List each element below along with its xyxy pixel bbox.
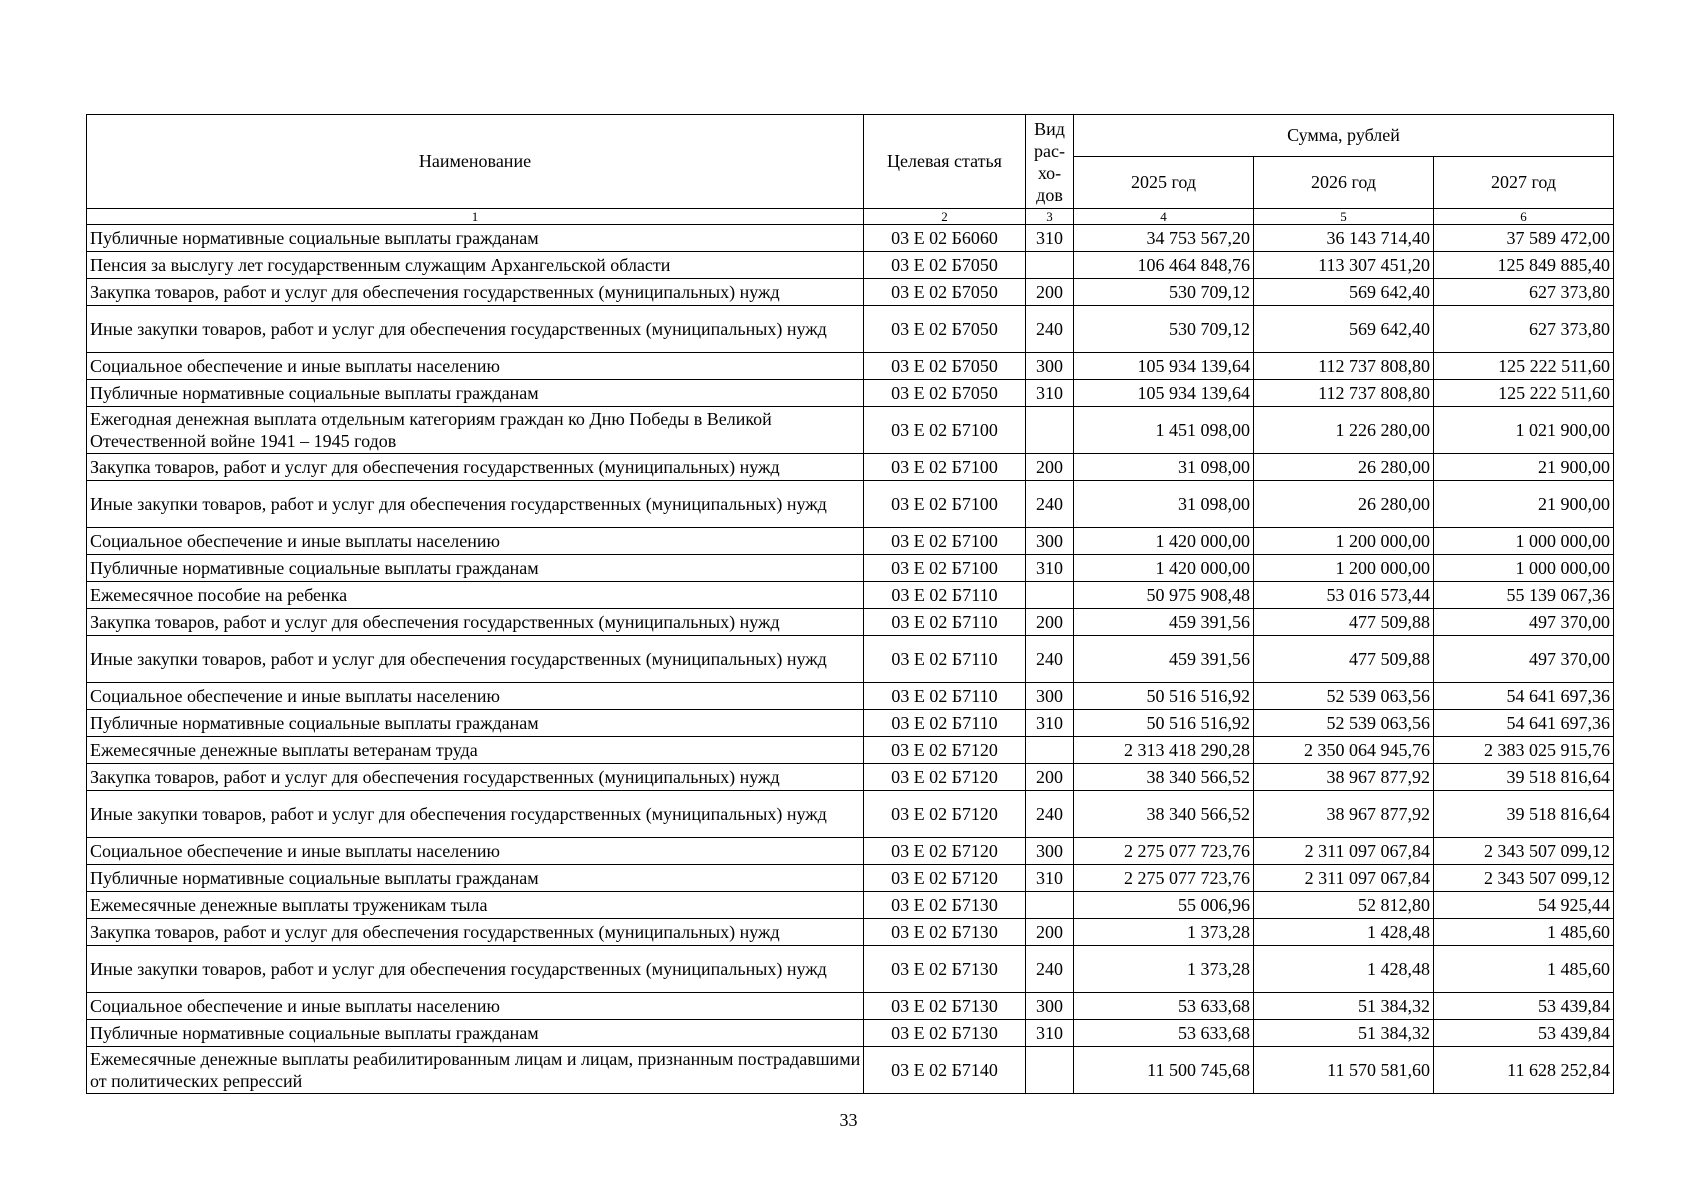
row-amount-2026: 52 812,80 (1254, 892, 1434, 919)
row-amount-2026: 569 642,40 (1254, 279, 1434, 306)
row-expense-type: 310 (1026, 865, 1074, 892)
row-name: Социальное обеспечение и иные выплаты населению (87, 838, 864, 865)
row-amount-2027: 39 518 816,64 (1434, 791, 1614, 838)
row-target-article: 03 Е 02 Б7130 (864, 919, 1026, 946)
row-name: Закупка товаров, работ и услуг для обеспечения государственных (муниципальных) нужд (87, 919, 864, 946)
row-amount-2027: 1 021 900,00 (1434, 407, 1614, 454)
row-name: Публичные нормативные социальные выплаты гражданам (87, 710, 864, 737)
row-expense-type: 240 (1026, 636, 1074, 683)
page-number: 33 (839, 1110, 858, 1130)
row-amount-2027: 53 439,84 (1434, 993, 1614, 1020)
row-amount-2026: 51 384,32 (1254, 1020, 1434, 1047)
row-expense-type (1026, 407, 1074, 454)
header-expense-type-line: дов (1036, 184, 1063, 205)
row-amount-2027: 125 849 885,40 (1434, 252, 1614, 279)
row-target-article: 03 Е 02 Б7130 (864, 993, 1026, 1020)
row-name: Ежегодная денежная выплата отдельным категориям граждан ко Дню Победы в Великой Отечественной войне 1941 – 1945 годов (87, 407, 864, 454)
row-amount-2027: 1 485,60 (1434, 919, 1614, 946)
row-expense-type (1026, 892, 1074, 919)
row-target-article: 03 Е 02 Б7110 (864, 609, 1026, 636)
row-amount-2025: 459 391,56 (1074, 636, 1254, 683)
header-year-2027: 2027 год (1434, 157, 1614, 209)
row-amount-2026: 26 280,00 (1254, 481, 1434, 528)
row-expense-type: 200 (1026, 919, 1074, 946)
header-name: Наименование (87, 115, 864, 209)
table-row (87, 791, 1614, 838)
row-amount-2027: 11 628 252,84 (1434, 1047, 1614, 1094)
column-number: 6 (1434, 209, 1614, 225)
column-number: 4 (1074, 209, 1254, 225)
table-row (87, 481, 1614, 528)
row-amount-2025: 50 516 516,92 (1074, 710, 1254, 737)
table-row (87, 865, 1614, 892)
row-target-article: 03 Е 02 Б7050 (864, 252, 1026, 279)
row-amount-2025: 53 633,68 (1074, 1020, 1254, 1047)
row-amount-2027: 497 370,00 (1434, 636, 1614, 683)
row-target-article: 03 Е 02 Б7120 (864, 791, 1026, 838)
row-expense-type: 310 (1026, 710, 1074, 737)
row-expense-type: 310 (1026, 1020, 1074, 1047)
row-amount-2027: 627 373,80 (1434, 306, 1614, 353)
row-expense-type: 310 (1026, 225, 1074, 252)
row-amount-2027: 2 343 507 099,12 (1434, 838, 1614, 865)
row-expense-type (1026, 1047, 1074, 1094)
header-year-2026: 2026 год (1254, 157, 1434, 209)
table-row (87, 454, 1614, 481)
header-sum: Сумма, рублей (1074, 115, 1614, 157)
row-amount-2027: 497 370,00 (1434, 609, 1614, 636)
row-name: Ежемесячные денежные выплаты ветеранам труда (87, 737, 864, 764)
row-target-article: 03 Е 02 Б7100 (864, 555, 1026, 582)
row-target-article: 03 Е 02 Б7110 (864, 683, 1026, 710)
table-body (87, 225, 1614, 1094)
row-amount-2025: 459 391,56 (1074, 609, 1254, 636)
row-name: Социальное обеспечение и иные выплаты населению (87, 353, 864, 380)
row-target-article: 03 Е 02 Б7130 (864, 1020, 1026, 1047)
row-name: Социальное обеспечение и иные выплаты населению (87, 993, 864, 1020)
row-expense-type: 310 (1026, 380, 1074, 407)
row-amount-2025: 31 098,00 (1074, 481, 1254, 528)
row-amount-2027: 54 925,44 (1434, 892, 1614, 919)
row-name: Закупка товаров, работ и услуг для обеспечения государственных (муниципальных) нужд (87, 279, 864, 306)
row-target-article: 03 Е 02 Б7100 (864, 481, 1026, 528)
row-expense-type: 240 (1026, 481, 1074, 528)
row-amount-2027: 53 439,84 (1434, 1020, 1614, 1047)
row-amount-2025: 31 098,00 (1074, 454, 1254, 481)
table-row (87, 946, 1614, 993)
row-name: Социальное обеспечение и иные выплаты населению (87, 683, 864, 710)
row-amount-2026: 36 143 714,40 (1254, 225, 1434, 252)
row-target-article: 03 Е 02 Б7130 (864, 946, 1026, 993)
row-target-article: 03 Е 02 Б7120 (864, 764, 1026, 791)
row-name: Закупка товаров, работ и услуг для обеспечения государственных (муниципальных) нужд (87, 764, 864, 791)
row-target-article: 03 Е 02 Б7100 (864, 407, 1026, 454)
table-row (87, 1020, 1614, 1047)
row-amount-2026: 1 226 280,00 (1254, 407, 1434, 454)
row-target-article: 03 Е 02 Б7050 (864, 279, 1026, 306)
row-name: Иные закупки товаров, работ и услуг для обеспечения государственных (муниципальных) нужд (87, 636, 864, 683)
row-amount-2026: 2 311 097 067,84 (1254, 838, 1434, 865)
row-amount-2025: 50 975 908,48 (1074, 582, 1254, 609)
row-amount-2026: 1 200 000,00 (1254, 555, 1434, 582)
row-amount-2026: 52 539 063,56 (1254, 683, 1434, 710)
budget-table (86, 114, 1614, 1094)
row-name: Публичные нормативные социальные выплаты гражданам (87, 865, 864, 892)
row-amount-2027: 37 589 472,00 (1434, 225, 1614, 252)
column-number: 2 (864, 209, 1026, 225)
row-amount-2026: 112 737 808,80 (1254, 353, 1434, 380)
table-row (87, 764, 1614, 791)
row-target-article: 03 Е 02 Б7100 (864, 454, 1026, 481)
row-amount-2025: 11 500 745,68 (1074, 1047, 1254, 1094)
row-target-article: 03 Е 02 Б7140 (864, 1047, 1026, 1094)
table-row (87, 407, 1614, 454)
row-name: Ежемесячное пособие на ребенка (87, 582, 864, 609)
row-target-article: 03 Е 02 Б6060 (864, 225, 1026, 252)
row-amount-2025: 530 709,12 (1074, 306, 1254, 353)
table-row (87, 838, 1614, 865)
header-expense-type-line: хо- (1037, 162, 1062, 183)
row-amount-2026: 2 311 097 067,84 (1254, 865, 1434, 892)
row-amount-2026: 11 570 581,60 (1254, 1047, 1434, 1094)
row-name: Иные закупки товаров, работ и услуг для обеспечения государственных (муниципальных) нужд (87, 946, 864, 993)
row-name: Социальное обеспечение и иные выплаты населению (87, 528, 864, 555)
row-name: Иные закупки товаров, работ и услуг для обеспечения государственных (муниципальных) нужд (87, 306, 864, 353)
row-amount-2025: 530 709,12 (1074, 279, 1254, 306)
table-row (87, 555, 1614, 582)
row-amount-2027: 125 222 511,60 (1434, 353, 1614, 380)
row-name: Публичные нормативные социальные выплаты гражданам (87, 1020, 864, 1047)
row-amount-2025: 55 006,96 (1074, 892, 1254, 919)
table-row (87, 306, 1614, 353)
row-amount-2026: 26 280,00 (1254, 454, 1434, 481)
row-target-article: 03 Е 02 Б7130 (864, 892, 1026, 919)
row-amount-2025: 53 633,68 (1074, 993, 1254, 1020)
row-expense-type: 300 (1026, 528, 1074, 555)
table-row (87, 993, 1614, 1020)
table-row (87, 225, 1614, 252)
row-target-article: 03 Е 02 Б7100 (864, 528, 1026, 555)
row-expense-type: 200 (1026, 279, 1074, 306)
row-amount-2026: 1 428,48 (1254, 946, 1434, 993)
row-amount-2027: 54 641 697,36 (1434, 683, 1614, 710)
table-header (87, 115, 1614, 225)
row-amount-2025: 50 516 516,92 (1074, 683, 1254, 710)
row-amount-2027: 1 485,60 (1434, 946, 1614, 993)
row-expense-type (1026, 737, 1074, 764)
row-amount-2026: 2 350 064 945,76 (1254, 737, 1434, 764)
row-amount-2026: 112 737 808,80 (1254, 380, 1434, 407)
table-row (87, 737, 1614, 764)
row-name: Иные закупки товаров, работ и услуг для обеспечения государственных (муниципальных) нужд (87, 481, 864, 528)
header-year-2025: 2025 год (1074, 157, 1254, 209)
row-amount-2027: 55 139 067,36 (1434, 582, 1614, 609)
row-expense-type: 300 (1026, 993, 1074, 1020)
table-row (87, 710, 1614, 737)
table-row (87, 528, 1614, 555)
table-row (87, 892, 1614, 919)
row-target-article: 03 Е 02 Б7110 (864, 710, 1026, 737)
row-name: Публичные нормативные социальные выплаты гражданам (87, 225, 864, 252)
row-amount-2025: 2 275 077 723,76 (1074, 838, 1254, 865)
table-row (87, 609, 1614, 636)
table-row (87, 353, 1614, 380)
row-amount-2026: 569 642,40 (1254, 306, 1434, 353)
row-amount-2026: 38 967 877,92 (1254, 791, 1434, 838)
row-amount-2027: 1 000 000,00 (1434, 528, 1614, 555)
row-target-article: 03 Е 02 Б7050 (864, 353, 1026, 380)
row-amount-2025: 2 313 418 290,28 (1074, 737, 1254, 764)
row-amount-2025: 1 373,28 (1074, 919, 1254, 946)
row-amount-2025: 1 451 098,00 (1074, 407, 1254, 454)
row-name: Закупка товаров, работ и услуг для обеспечения государственных (муниципальных) нужд (87, 454, 864, 481)
row-target-article: 03 Е 02 Б7110 (864, 636, 1026, 683)
row-expense-type: 300 (1026, 838, 1074, 865)
row-amount-2025: 2 275 077 723,76 (1074, 865, 1254, 892)
row-name: Пенсия за выслугу лет государственным служащим Архангельской области (87, 252, 864, 279)
row-expense-type: 310 (1026, 555, 1074, 582)
row-amount-2027: 1 000 000,00 (1434, 555, 1614, 582)
table-row (87, 252, 1614, 279)
row-amount-2026: 52 539 063,56 (1254, 710, 1434, 737)
row-target-article: 03 Е 02 Б7050 (864, 380, 1026, 407)
row-amount-2027: 54 641 697,36 (1434, 710, 1614, 737)
row-expense-type: 240 (1026, 306, 1074, 353)
column-number: 1 (87, 209, 864, 225)
row-amount-2027: 125 222 511,60 (1434, 380, 1614, 407)
row-expense-type: 200 (1026, 764, 1074, 791)
row-name: Публичные нормативные социальные выплаты гражданам (87, 555, 864, 582)
row-amount-2027: 21 900,00 (1434, 454, 1614, 481)
row-target-article: 03 Е 02 Б7120 (864, 865, 1026, 892)
row-target-article: 03 Е 02 Б7120 (864, 838, 1026, 865)
row-expense-type: 300 (1026, 353, 1074, 380)
row-expense-type (1026, 582, 1074, 609)
row-amount-2025: 105 934 139,64 (1074, 380, 1254, 407)
row-expense-type: 200 (1026, 609, 1074, 636)
table-row (87, 683, 1614, 710)
row-amount-2025: 38 340 566,52 (1074, 764, 1254, 791)
header-expense-type (1026, 115, 1074, 209)
header-expense-type-line: рас- (1034, 140, 1065, 161)
row-amount-2027: 2 343 507 099,12 (1434, 865, 1614, 892)
row-expense-type: 200 (1026, 454, 1074, 481)
row-name: Ежемесячные денежные выплаты реабилитированным лицам и лицам, признанным пострадавшими от политических репрессий (87, 1047, 864, 1094)
row-amount-2025: 106 464 848,76 (1074, 252, 1254, 279)
table-row (87, 582, 1614, 609)
row-expense-type: 300 (1026, 683, 1074, 710)
row-amount-2026: 38 967 877,92 (1254, 764, 1434, 791)
table-row (87, 1047, 1614, 1094)
table-row (87, 380, 1614, 407)
row-name: Публичные нормативные социальные выплаты гражданам (87, 380, 864, 407)
row-amount-2027: 2 383 025 915,76 (1434, 737, 1614, 764)
row-amount-2025: 105 934 139,64 (1074, 353, 1254, 380)
row-expense-type: 240 (1026, 946, 1074, 993)
table-row (87, 919, 1614, 946)
row-amount-2027: 627 373,80 (1434, 279, 1614, 306)
row-amount-2025: 1 420 000,00 (1074, 528, 1254, 555)
row-target-article: 03 Е 02 Б7110 (864, 582, 1026, 609)
row-amount-2027: 39 518 816,64 (1434, 764, 1614, 791)
row-amount-2025: 38 340 566,52 (1074, 791, 1254, 838)
row-amount-2025: 34 753 567,20 (1074, 225, 1254, 252)
row-amount-2026: 1 428,48 (1254, 919, 1434, 946)
row-name: Иные закупки товаров, работ и услуг для обеспечения государственных (муниципальных) нужд (87, 791, 864, 838)
header-target-article: Целевая статья (864, 115, 1026, 209)
row-amount-2026: 53 016 573,44 (1254, 582, 1434, 609)
row-amount-2026: 477 509,88 (1254, 636, 1434, 683)
table-row (87, 636, 1614, 683)
header-expense-type-line: Вид (1034, 118, 1065, 139)
row-expense-type (1026, 252, 1074, 279)
row-amount-2025: 1 420 000,00 (1074, 555, 1254, 582)
row-amount-2026: 477 509,88 (1254, 609, 1434, 636)
row-expense-type: 240 (1026, 791, 1074, 838)
column-number: 5 (1254, 209, 1434, 225)
row-amount-2026: 113 307 451,20 (1254, 252, 1434, 279)
row-amount-2026: 51 384,32 (1254, 993, 1434, 1020)
row-target-article: 03 Е 02 Б7120 (864, 737, 1026, 764)
row-name: Ежемесячные денежные выплаты труженикам тыла (87, 892, 864, 919)
row-amount-2025: 1 373,28 (1074, 946, 1254, 993)
row-amount-2027: 21 900,00 (1434, 481, 1614, 528)
column-number: 3 (1026, 209, 1074, 225)
row-target-article: 03 Е 02 Б7050 (864, 306, 1026, 353)
row-name: Закупка товаров, работ и услуг для обеспечения государственных (муниципальных) нужд (87, 609, 864, 636)
table-row (87, 279, 1614, 306)
row-amount-2026: 1 200 000,00 (1254, 528, 1434, 555)
